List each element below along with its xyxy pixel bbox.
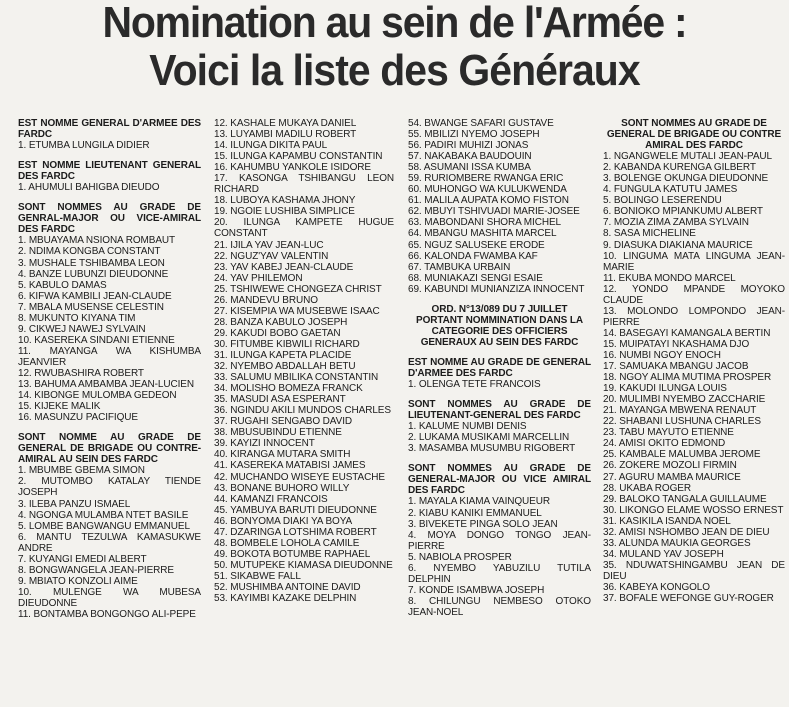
list-item: 41. KASEREKA MATABISI JAMES <box>214 460 366 472</box>
name-list <box>408 379 591 390</box>
list-item: 52. MUSHIMBA ANTOINE DAVID <box>214 581 361 593</box>
list-item: 2. KIABU KANIKI EMMANUEL <box>408 507 542 519</box>
list-item: 27. AGURU MAMBA MAURICE <box>603 471 741 483</box>
section-heading: EST NOMME AU GRADE DE GENERAL D'ARMEE DES FARDC <box>408 356 591 379</box>
list-item: 64. MBANGU MASHITA MARCEL <box>408 228 557 240</box>
list-item: 18. LUBOYA KASHAMA JHONY <box>214 195 356 207</box>
nomination-section <box>214 118 394 604</box>
list-item: 39. KAYIZI INNOCENT <box>214 438 315 450</box>
list-item: 22. NGUZ'YAV VALENTIN <box>214 250 329 262</box>
name-list <box>603 151 785 604</box>
list-item: 5. KABULO DAMAS <box>18 279 107 291</box>
list-item: 12. RWUBASHIRA ROBERT <box>18 367 144 379</box>
list-item: 32. AMISI NSHOMBO JEAN DE DIEU <box>603 526 770 538</box>
list-item: 9. MBIATO KONZOLI AIME <box>18 575 138 587</box>
list-item: 7. MBALA MUSENSE CELESTIN <box>18 301 164 313</box>
list-item: 63. MABONDANI SHORA MICHEL <box>408 217 561 229</box>
list-item: 25. TSHIWEWE CHONGEZA CHRIST <box>214 283 382 295</box>
section-heading: SONT NOMMES AU GRADE DE LIEUTENANT-GENERAL DES FARDC <box>408 399 591 422</box>
list-item: 26. ZOKERE MOZOLI FIRMIN <box>603 460 737 472</box>
list-item: 21. MAYANGA MBWENA RENAUT <box>603 405 757 417</box>
list-item: 2. MUTOMBO KATALAY TIENDE JOSEPH <box>18 476 201 499</box>
list-item: 8. MUKUNTO KIYANA TIM <box>18 312 136 324</box>
list-item: 16. MASUNZU PACIFIQUE <box>18 412 138 424</box>
list-item: 32. NYEMBO ABDALLAH BETU <box>214 361 356 373</box>
list-item: 7. KUYANGI EMEDI ALBERT <box>18 553 147 565</box>
list-item: 8. BONGWANGELA JEAN-PIERRE <box>18 564 174 576</box>
nomination-section <box>18 118 201 151</box>
list-item: 4. BANZE LUBUNZI DIEUDONNE <box>18 268 169 280</box>
list-item: 4. NGONGA MULAMBA NTET BASILE <box>18 509 189 521</box>
headline <box>0 0 789 96</box>
name-list <box>18 235 201 423</box>
list-item: 15. ILUNGA KAPAMBU CONSTANTIN <box>214 151 383 163</box>
list-item: 30. FITUMBE KIBWILI RICHARD <box>214 338 360 350</box>
list-item: 11. MAYANGA WA KISHUMBA JEANVIER <box>18 345 201 368</box>
list-item: 1. MBUAYAMA NSIONA ROMBAUT <box>18 235 176 247</box>
list-item: 14. ILUNGA DIKITA PAUL <box>214 140 328 152</box>
list-item: 17. SAMUAKA MBANGU JACOB <box>603 361 749 373</box>
list-item: 33. SALUMU MBILIKA CONSTANTIN <box>214 372 379 384</box>
list-item: 19. NGOIE LUSHIBA SIMPLICE <box>214 206 355 218</box>
list-item: 14. KIBONGE MULOMBA GEDEON <box>18 390 177 402</box>
list-item: 31. KASIKILA ISANDA NOEL <box>603 515 731 527</box>
list-item: 58. ASUMANI ISSA KUMBA <box>408 162 531 174</box>
list-item: 5. NABIOLA PROSPER <box>408 551 512 563</box>
list-item: 3. BIVEKETE PINGA SOLO JEAN <box>408 518 558 530</box>
list-item: 16. NUMBI NGOY ENOCH <box>603 349 721 361</box>
nomination-section <box>603 118 785 604</box>
list-item: 10. LINGUMA MATA LINGUMA JEAN-MARIE <box>603 250 785 273</box>
list-item: 12. YONDO MPANDE MOYOKO CLAUDE <box>603 283 785 306</box>
list-item: 11. BONTAMBA BONGONGO ALI-PEPE <box>18 608 196 620</box>
headline-line-1: Nomination au sein de l'Armée : <box>102 0 687 47</box>
list-item: 22. SHABANI LUSHUNA CHARLES <box>603 416 761 428</box>
list-item: 38. MBUSUBINDU ETIENNE <box>214 427 342 439</box>
name-list <box>18 182 201 193</box>
list-item: 26. MANDEVU BRUNO <box>214 294 318 306</box>
list-item: 13. LUYAMBI MADILU ROBERT <box>214 129 357 141</box>
list-item: 13. BAHUMA AMBAMBA JEAN-LUCIEN <box>18 379 194 391</box>
name-list <box>18 465 201 620</box>
section-spacer <box>18 151 201 160</box>
list-item: 28. UKABA ROGER <box>603 482 691 494</box>
list-item: 35. NDUWATSHINGAMBU JEAN DE DIEU <box>603 559 785 582</box>
list-item: 47. DZARINGA LOTSHIMA ROBERT <box>214 526 377 538</box>
list-item: 3. MASAMBA MUSUMBU RIGOBERT <box>408 443 576 455</box>
list-item: 8. CHILUNGU NEMBESO OTOKO JEAN-NOEL <box>408 595 591 618</box>
list-item: 24. AMISI OKITO EDMOND <box>603 438 726 450</box>
list-item: 60. MUHONGO WA KULUKWENDA <box>408 184 567 196</box>
article-column-4 <box>603 118 785 707</box>
list-item: 7. KONDE ISAMBWA JOSEPH <box>408 584 545 596</box>
list-item: 16. KAHUMBU YANKOLE ISIDORE <box>214 162 371 174</box>
list-item: 43. BONANE BUHORO WILLY <box>214 482 350 494</box>
list-item: 56. PADIRI MUHIZI JONAS <box>408 140 529 152</box>
section-spacer <box>18 423 201 432</box>
nomination-section <box>18 151 201 193</box>
list-item: 55. MBILIZI NYEMO JOSEPH <box>408 129 540 141</box>
list-item: 2. LUKAMA MUSIKAMI MARCELLIN <box>408 432 570 444</box>
list-item: 1. MBUMBE GBEMA SIMON <box>18 465 145 477</box>
list-item: 33. ALUNDA MAUKIA GEORGES <box>603 537 751 549</box>
list-item: 12. KASHALE MUKAYA DANIEL <box>214 118 357 129</box>
list-item: 24. YAV PHILEMON <box>214 272 303 284</box>
nomination-section <box>18 423 201 620</box>
article-column-1 <box>18 118 201 707</box>
list-item: 31. ILUNGA KAPETA PLACIDE <box>214 349 352 361</box>
list-item: 44. KAMANZI FRANCOIS <box>214 493 328 505</box>
list-item: 57. NAKABAKA BAUDOUIN <box>408 151 532 163</box>
headline-line-2: Voici la liste des Généraux <box>149 46 640 95</box>
list-item: 50. MUTUPEKE KIAMASA DIEUDONNE <box>214 559 393 571</box>
article-column-2 <box>214 118 394 707</box>
nomination-section <box>408 118 591 295</box>
list-item: 1. ETUMBA LUNGILA DIDIER <box>18 140 150 152</box>
section-heading: EST NOMME GENERAL D'ARMEE DES FARDC <box>18 118 201 141</box>
section-heading: SONT NOMMES AU GRADE DE GENRAL-MAJOR OU VICE-AMIRAL DES FARDC <box>18 202 201 236</box>
list-item: 40. KIRANGA MUTARA SMITH <box>214 449 351 461</box>
list-item: 13. MOLONDO LOMPONDO JEAN-PIERRE <box>603 305 785 328</box>
list-item: 9. DIASUKA DIAKIANA MAURICE <box>603 239 753 251</box>
list-item: 59. RURIOMBERE RWANGA ERIC <box>408 173 564 185</box>
list-item: 20. MULIMBI NYEMBO ZACCHARIE <box>603 394 766 406</box>
list-item: 35. MASUDI ASA ESPERANT <box>214 394 346 406</box>
list-item: 68. MUNIAKAZI SENGI ESAIE <box>408 272 543 284</box>
list-item: 2. NDIMA KONGBA CONSTANT <box>18 246 161 258</box>
list-item: 27. KISEMPIA WA MUSEBWE ISAAC <box>214 305 380 317</box>
list-item: 3. BOLENGE OKUNGA DIEUDONNE <box>603 173 769 185</box>
list-item: 1. KALUME NUMBI DENIS <box>408 421 527 433</box>
list-item: 42. MUCHANDO WISEYE EUSTACHE <box>214 471 385 483</box>
list-item: 67. TAMBUKA URBAIN <box>408 261 511 273</box>
list-item: 36. NGINDU AKILI MUNDOS CHARLES <box>214 405 391 417</box>
section-heading: EST NOMME LIEUTENANT GENERAL DES FARDC <box>18 160 201 183</box>
nomination-section <box>408 454 591 618</box>
list-item: 49. BOKOTA BOTUMBE RAPHAEL <box>214 548 371 560</box>
list-item: 37. BOFALE WEFONGE GUY-ROGER <box>603 593 774 605</box>
list-item: 48. BOMBELE LOHOLA CAMILE <box>214 537 360 549</box>
list-item: 5. BOLINGO LESERENDU <box>603 195 722 207</box>
list-item: 8. SASA MICHELINE <box>603 228 696 240</box>
list-item: 29. BALOKO TANGALA GUILLAUME <box>603 493 767 505</box>
list-item: 1. AHUMULI BAHIGBA DIEUDO <box>18 182 160 194</box>
list-item: 45. YAMBUYA BARUTI DIEUDONNE <box>214 504 377 516</box>
article-column-3 <box>408 118 591 707</box>
list-item: 6. KIFWA KAMBILI JEAN-CLAUDE <box>18 290 172 302</box>
list-item: 9. CIKWEJ NAWEJ SYLVAIN <box>18 323 146 335</box>
list-item: 14. BASEGAYI KAMANGALA BERTIN <box>603 327 771 339</box>
list-item: 10. KASEREKA SINDANI ETIENNE <box>18 334 175 346</box>
list-item: 1. OLENGA TETE FRANCOIS <box>408 379 541 391</box>
list-item: 23. YAV KABEJ JEAN-CLAUDE <box>214 261 354 273</box>
list-item: 20. ILUNGA KAMPETE HUGUE CONSTANT <box>214 217 394 240</box>
list-item: 15. KIJEKE MALIK <box>18 401 101 413</box>
name-list <box>408 421 591 454</box>
name-list <box>214 118 394 604</box>
list-item: 62. MBUYI TSHIVUADI MARIE-JOSEE <box>408 206 580 218</box>
list-item: 17. KASONGA TSHIBANGU LEON RICHARD <box>214 173 394 196</box>
list-item: 37. RUGAHI SENGABO DAVID <box>214 416 353 428</box>
section-spacer <box>18 193 201 202</box>
list-item: 1. NGANGWELE MUTALI JEAN-PAUL <box>603 151 772 163</box>
nomination-section <box>408 348 591 390</box>
list-item: 7. MOZIA ZIMA ZAMBA SYLVAIN <box>603 217 749 229</box>
list-item: 2. KABANDA KURENGA GILBERT <box>603 162 756 174</box>
list-item: 53. KAYIMBI KAZAKE DELPHIN <box>214 593 357 605</box>
list-item: 65. NGUZ SALUSEKE ERODE <box>408 239 545 251</box>
nomination-section <box>408 390 591 454</box>
list-item: 29. KAKUDI BOBO GAETAN <box>214 327 341 339</box>
list-item: 6. MANTU TEZULWA KAMASUKWE ANDRE <box>18 531 201 554</box>
list-item: 36. KABEYA KONGOLO <box>603 581 710 593</box>
list-item: 4. FUNGULA KATUTU JAMES <box>603 184 738 196</box>
list-item: 69. KABUNDI MUNIANZIZA INNOCENT <box>408 283 585 295</box>
list-item: 51. SIKABWE FALL <box>214 570 301 582</box>
list-item: 5. LOMBE BANGWANGU EMMANUEL <box>18 520 190 532</box>
list-item: 30. LIKONGO ELAME WOSSO ERNEST <box>603 504 784 516</box>
nomination-section <box>18 193 201 423</box>
list-item: 61. MALILA AUPATA KOMO FISTON <box>408 195 569 207</box>
section-heading: SONT NOMMES AU GRADE DE GENERAL DE BRIGADE OU CONTRE AMIRAL DES FARDC <box>606 118 782 152</box>
list-item: 19. KAKUDI ILUNGA LOUIS <box>603 383 727 395</box>
list-item: 25. KAMBALE MALUMBA JEROME <box>603 449 761 461</box>
list-item: 23. TABU MAYUTO ETIENNE <box>603 427 734 439</box>
list-item: 46. BONYOMA DIAKI YA BOYA <box>214 515 353 527</box>
list-item: 10. MULENGE WA MUBESA DIEUDONNE <box>18 586 201 609</box>
list-item: 21. IJILA YAV JEAN-LUC <box>214 239 324 251</box>
list-item: 15. MUIPATAYI NKASHAMA DJO <box>603 338 750 350</box>
section-spacer <box>408 390 591 399</box>
section-spacer <box>408 454 591 463</box>
nomination-section <box>408 295 591 348</box>
section-heading: SONT NOMMES AU GRADE DE GENERAL-MAJOR OU VICE AMIRAL DES FARDC <box>408 463 591 497</box>
name-list <box>18 140 201 151</box>
section-heading: SONT NOMME AU GRADE DE GENERAL DE BRIGADE OU CONTRE-AMIRAL AU SEIN DES FARDC <box>18 432 201 466</box>
list-item: 11. EKUBA MONDO MARCEL <box>603 272 736 284</box>
section-spacer <box>408 295 591 304</box>
list-item: 66. KALONDA FWAMBA KAF <box>408 250 538 262</box>
list-item: 34. MULAND YAV JOSEPH <box>603 548 724 560</box>
name-list <box>408 496 591 618</box>
list-item: 34. MOLISHO BOMEZA FRANCK <box>214 383 363 395</box>
list-item: 3. MUSHALE TSHIBAMBA LEON <box>18 257 165 269</box>
list-item: 54. BWANGE SAFARI GUSTAVE <box>408 118 554 129</box>
name-list <box>408 118 591 295</box>
list-item: 28. BANZA KABULO JOSEPH <box>214 316 348 328</box>
list-item: 3. ILEBA PANZU ISMAEL <box>18 498 131 510</box>
list-item: 18. NGOY ALIMA MUTIMA PROSPER <box>603 372 772 384</box>
list-item: 4. MOYA DONGO TONGO JEAN-PIERRE <box>408 529 591 552</box>
list-item: 6. BONIOKO MPIANKUMU ALBERT <box>603 206 763 218</box>
list-item: 6. NYEMBO YABUZILU TUTILA DELPHIN <box>408 562 591 585</box>
list-item: 1. MAYALA KIAMA VAINQUEUR <box>408 496 550 508</box>
section-heading: ORD. N°13/089 DU 7 JUILLET PORTANT NOMMINATION DANS LA CATEGORIE DES OFFICIERS GENERAUX AU SEIN DES FARDC <box>416 303 583 348</box>
section-spacer <box>408 348 591 357</box>
